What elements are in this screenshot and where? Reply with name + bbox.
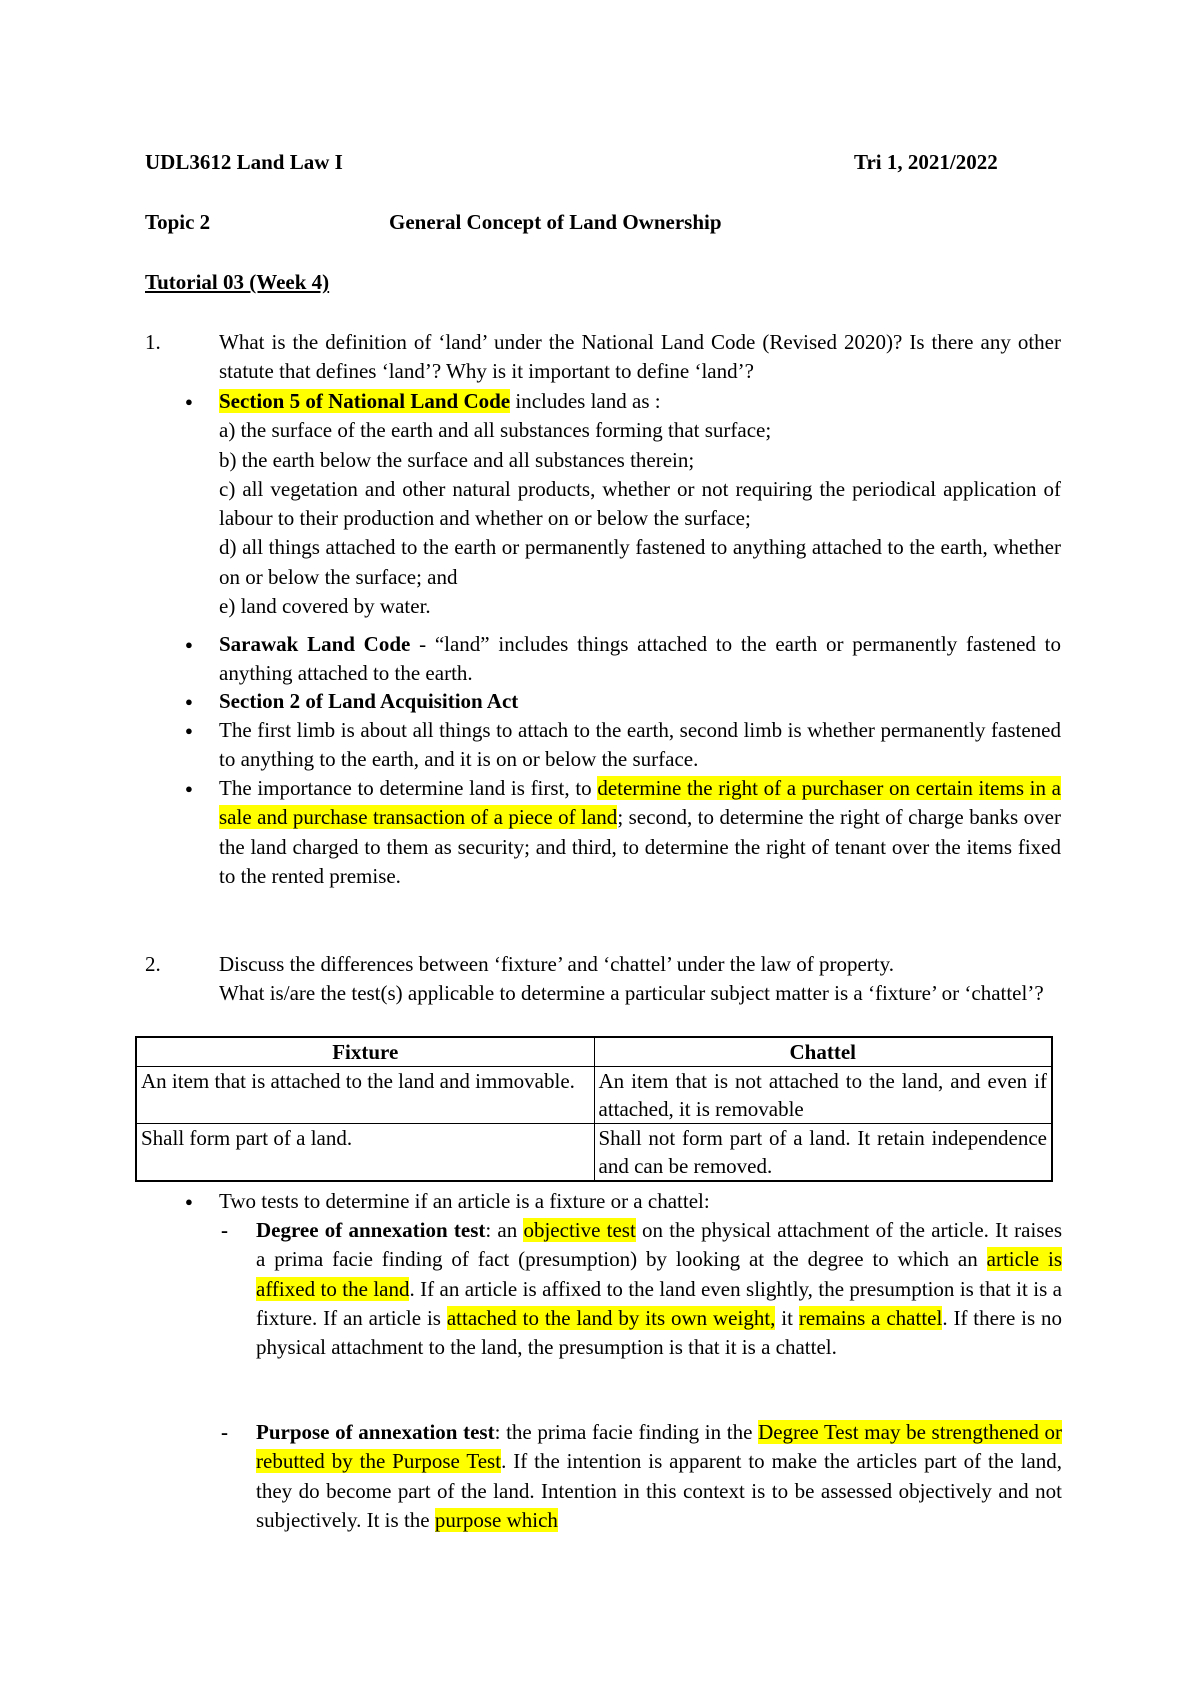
table-row (136, 1067, 1052, 1124)
bullet-icon: ● (185, 723, 193, 738)
nlc-item-d: d) all things attached to the earth or permanently fastened to anything attached to the earth, whether on or below the surface; and (219, 535, 1061, 589)
purpose-test (256, 1418, 1062, 1535)
question-2-text (219, 950, 1061, 1009)
degree-highlight: article is affixed to the land (256, 1247, 1063, 1301)
q1-bullet-sarawak (219, 630, 1061, 689)
degree-highlight: objective test (523, 1218, 636, 1242)
degree-text: on the physical attachment of the article. It raises a prima facie finding of fact (presumption) by looking at the degree to which an (256, 1218, 1062, 1272)
fixture-chattel-table (135, 1036, 1053, 1182)
bullet-icon: ● (185, 1194, 193, 1209)
question-1-number: 1. (145, 330, 161, 354)
q1-bullet-limbs: The first limb is about all things to attach to the earth, second limb is whether permanently fastened to anything to the earth, and it is on or below the surface. (219, 718, 1061, 772)
bullet-icon: ● (185, 694, 193, 709)
table-header-fixture: Fixture (136, 1037, 594, 1067)
topic-title: General Concept of Land Ownership (389, 210, 722, 234)
sarawak-text: - “land” includes things attached to the earth or permanently fastened to anything attached to the earth. (219, 632, 1061, 686)
purpose-highlight: purpose which (434, 1507, 558, 1532)
table-cell: Shall not form part of a land. It retain independence and can be removed. (594, 1124, 1052, 1182)
topic-label: Topic 2 (145, 210, 211, 234)
importance-post: ; second, to determine the right of charge banks over the land charged to them as security; and third, to determine the right of tenant over the items fixed to the rented premise. (219, 805, 1061, 888)
degree-text: : an (485, 1218, 524, 1242)
degree-test (256, 1216, 1062, 1362)
nlc-item-c: c) all vegetation and other natural products, whether or not requiring the periodical application of labour to their production and whether on or below the surface; (219, 476, 1061, 531)
importance-highlight: determine the right of a purchaser on certain items in a sale and purchase transaction of a piece of land (219, 776, 1061, 830)
tests-intro: Two tests to determine if an article is a fixture or a chattel: (219, 1189, 710, 1213)
dash-marker: - (221, 1218, 228, 1242)
nlc-item-a: a) the surface of the earth and all substances forming that surface; (219, 418, 772, 443)
table-row (136, 1124, 1052, 1182)
laa-ref: Section 2 of Land Acquisition Act (219, 689, 519, 713)
question-2-number: 2. (145, 952, 161, 976)
purpose-text: . If the intention is apparent to make the articles part of the land, they do become part of the land. Intention in this context is to be assessed objectively and not subjectively. It is the (256, 1449, 1062, 1532)
bullet-icon: ● (185, 637, 193, 652)
nlc-item-e: e) land covered by water. (219, 594, 431, 619)
importance-pre: The importance to determine land is first, to (219, 776, 598, 800)
term: Tri 1, 2021/2022 (854, 150, 998, 174)
degree-text: . If an article is affixed to the land even slightly, the presumption is that it is a fixture. If an article is (256, 1276, 1062, 1330)
bullet-icon: ● (185, 781, 193, 796)
nlc-item-b: b) the earth below the surface and all substances therein; (219, 447, 695, 472)
tutorial-title: Tutorial 03 (Week 4) (145, 270, 330, 294)
degree-text: . If there is no physical attachment to the land, the presumption is that it is a chattel. (256, 1305, 1063, 1360)
nlc-intro: includes land as : (510, 389, 661, 413)
table-header-chattel: Chattel (594, 1037, 1052, 1067)
purpose-highlight: Degree Test may be strengthened or rebutted by the Purpose Test (256, 1420, 1062, 1474)
nlc-section-ref: Section 5 of National Land Code (219, 389, 511, 413)
purpose-test-title: Purpose of annexation test (256, 1420, 495, 1444)
degree-test-title: Degree of annexation test (256, 1218, 486, 1242)
bullet-icon: ● (185, 394, 193, 409)
q1-bullet-laa (219, 687, 1061, 716)
degree-text: it (775, 1305, 799, 1330)
degree-highlight: remains a chattel (798, 1305, 943, 1330)
purpose-text: : the prima facie finding in the (494, 1420, 759, 1444)
dash-marker: - (221, 1420, 228, 1444)
degree-highlight: attached to the land by its own weight, (446, 1305, 776, 1330)
question-2-line-2: What is/are the test(s) applicable to determine a particular subject matter is a ‘fixture’ or ‘chattel’? (219, 981, 1044, 1006)
sarawak-ref: Sarawak Land Code (219, 632, 411, 656)
course-code: UDL3612 Land Law I (145, 150, 343, 174)
table-cell: An item that is attached to the land and immovable. (136, 1067, 594, 1124)
q1-bullet-importance (219, 774, 1061, 891)
table-header-row (136, 1037, 1052, 1067)
table-cell: Shall form part of a land. (136, 1124, 594, 1182)
question-1-text: What is the definition of ‘land’ under the National Land Code (Revised 2020)? Is there any other statute that defines ‘land’? Why is it important to define ‘land’? (219, 330, 1061, 384)
question-2-line-1: Discuss the differences between ‘fixture’ and ‘chattel’ under the law of property. (219, 952, 895, 976)
table-cell: An item that is not attached to the land, and even if attached, it is removable (594, 1067, 1052, 1124)
q1-bullet-nlc (219, 387, 1061, 621)
